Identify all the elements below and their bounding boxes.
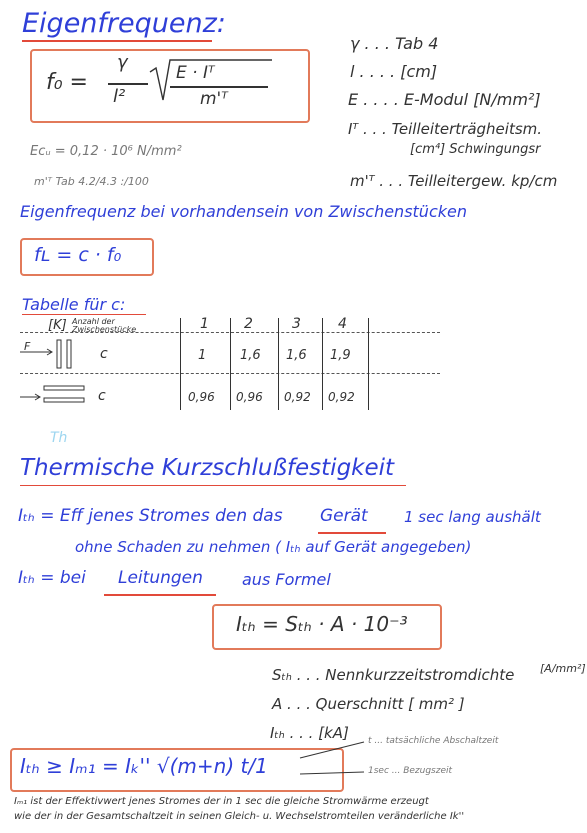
table-col-4: 4 (338, 316, 347, 332)
table-row2-val4: 0,92 (328, 390, 355, 404)
table-row1-val4: 1,9 (330, 348, 351, 363)
legend1-it: Iᵀ . . . Teilleiterträgheitsm. (348, 120, 543, 138)
table-row1-val3: 1,6 (286, 348, 307, 363)
table-row2-val1: 0,96 (188, 390, 215, 404)
table-row2-val2: 0,96 (236, 390, 263, 404)
ith-line1b: Gerät (320, 506, 368, 526)
legend1-e: E . . . . E-Modul [N/mm²] (348, 90, 541, 109)
formula1-frac-num: γ (117, 52, 128, 73)
ith-line3b: Leitungen (118, 568, 203, 588)
formula1-root-den: m'ᵀ (200, 89, 228, 109)
table-row1-label: c (100, 346, 108, 362)
legend1-gamma: γ . . . Tab 4 (350, 34, 439, 53)
section2-title: Thermische Kurzschlußfestigkeit (20, 455, 395, 481)
ith-line3c: aus Formel (242, 570, 331, 589)
legend2-sth-unit: [A/mm²] (540, 662, 586, 675)
table-row1-val2: 1,6 (240, 348, 261, 363)
table-row2-val3: 0,92 (284, 390, 311, 404)
ith-line3a: Iₜₕ = bei (18, 568, 86, 588)
legend2-ith: Iₜₕ . . . [kA] (270, 724, 349, 742)
table-k-label: [K] (48, 318, 67, 333)
legend2-sth: Sₜₕ . . . Nennkurzzeitstromdichte (272, 666, 515, 684)
bottom-note-1: Iₘ₁ ist der Effektivwert jenes Stromes der in 1 sec die gleiche Stromwärme erzeugt (14, 796, 429, 807)
formula3: Iₜₕ = Sₜₕ · A · 10⁻³ (236, 612, 408, 636)
ith-line1a: Iₜₕ = Eff jenes Stromes den das (18, 506, 283, 526)
note-t: t ... tatsächliche Abschaltzeit (368, 736, 499, 746)
th-mark: Th (50, 430, 68, 446)
legend2-a: A . . . Querschnitt [ mm² ] (272, 695, 465, 713)
ith-line1c: 1 sec lang aushält (404, 508, 541, 526)
table-row1-val1: 1 (198, 348, 207, 363)
table-col-1: 1 (200, 316, 209, 332)
table-title: Tabelle für c: (22, 295, 126, 314)
page-title: Eigenfrequenz: (22, 8, 226, 39)
legend1-mt: m'ᵀ . . . Teilleitergew. kp/cm (350, 172, 558, 190)
ith-line2: ohne Schaden zu nehmen ( Iₜₕ auf Gerät angegeben) (75, 538, 472, 556)
table-col-3: 3 (292, 316, 301, 332)
formula4: Iₜₕ ≥ Iₘ₁ = Iₖ'' √(m+n) t/1 (20, 754, 268, 778)
table-f-label: F (24, 340, 31, 353)
gray-note-e: Eᴄᵤ = 0,12 · 10⁶ N/mm² (30, 144, 182, 159)
formula1-lhs: f₀ = (46, 70, 88, 95)
table-k-desc: Anzahl der Zwischenstücke (72, 317, 137, 334)
bottom-note-2: wie der in der Gesamtschaltzeit in seinen Gleich- u. Wechselstromteilen veränderliche Ik'' (14, 811, 465, 822)
formula1-frac-den: l² (113, 86, 126, 107)
table-col-2: 2 (244, 316, 253, 332)
formula1-root-num: E · Iᵀ (176, 63, 215, 83)
formula2: fʟ = c · f₀ (34, 244, 122, 266)
gray-note-m: m'ᵀ Tab 4.2/4.3 :/100 (34, 175, 149, 188)
legend1-it-unit: [cm⁴] Schwingungsr (410, 142, 541, 157)
legend1-l: l . . . . [cm] (350, 62, 438, 81)
subtitle: Eigenfrequenz bei vorhandensein von Zwischenstücken (20, 202, 467, 221)
table-row2-label: c (98, 388, 106, 404)
note-1sec: 1sec ... Bezugszeit (368, 766, 453, 776)
